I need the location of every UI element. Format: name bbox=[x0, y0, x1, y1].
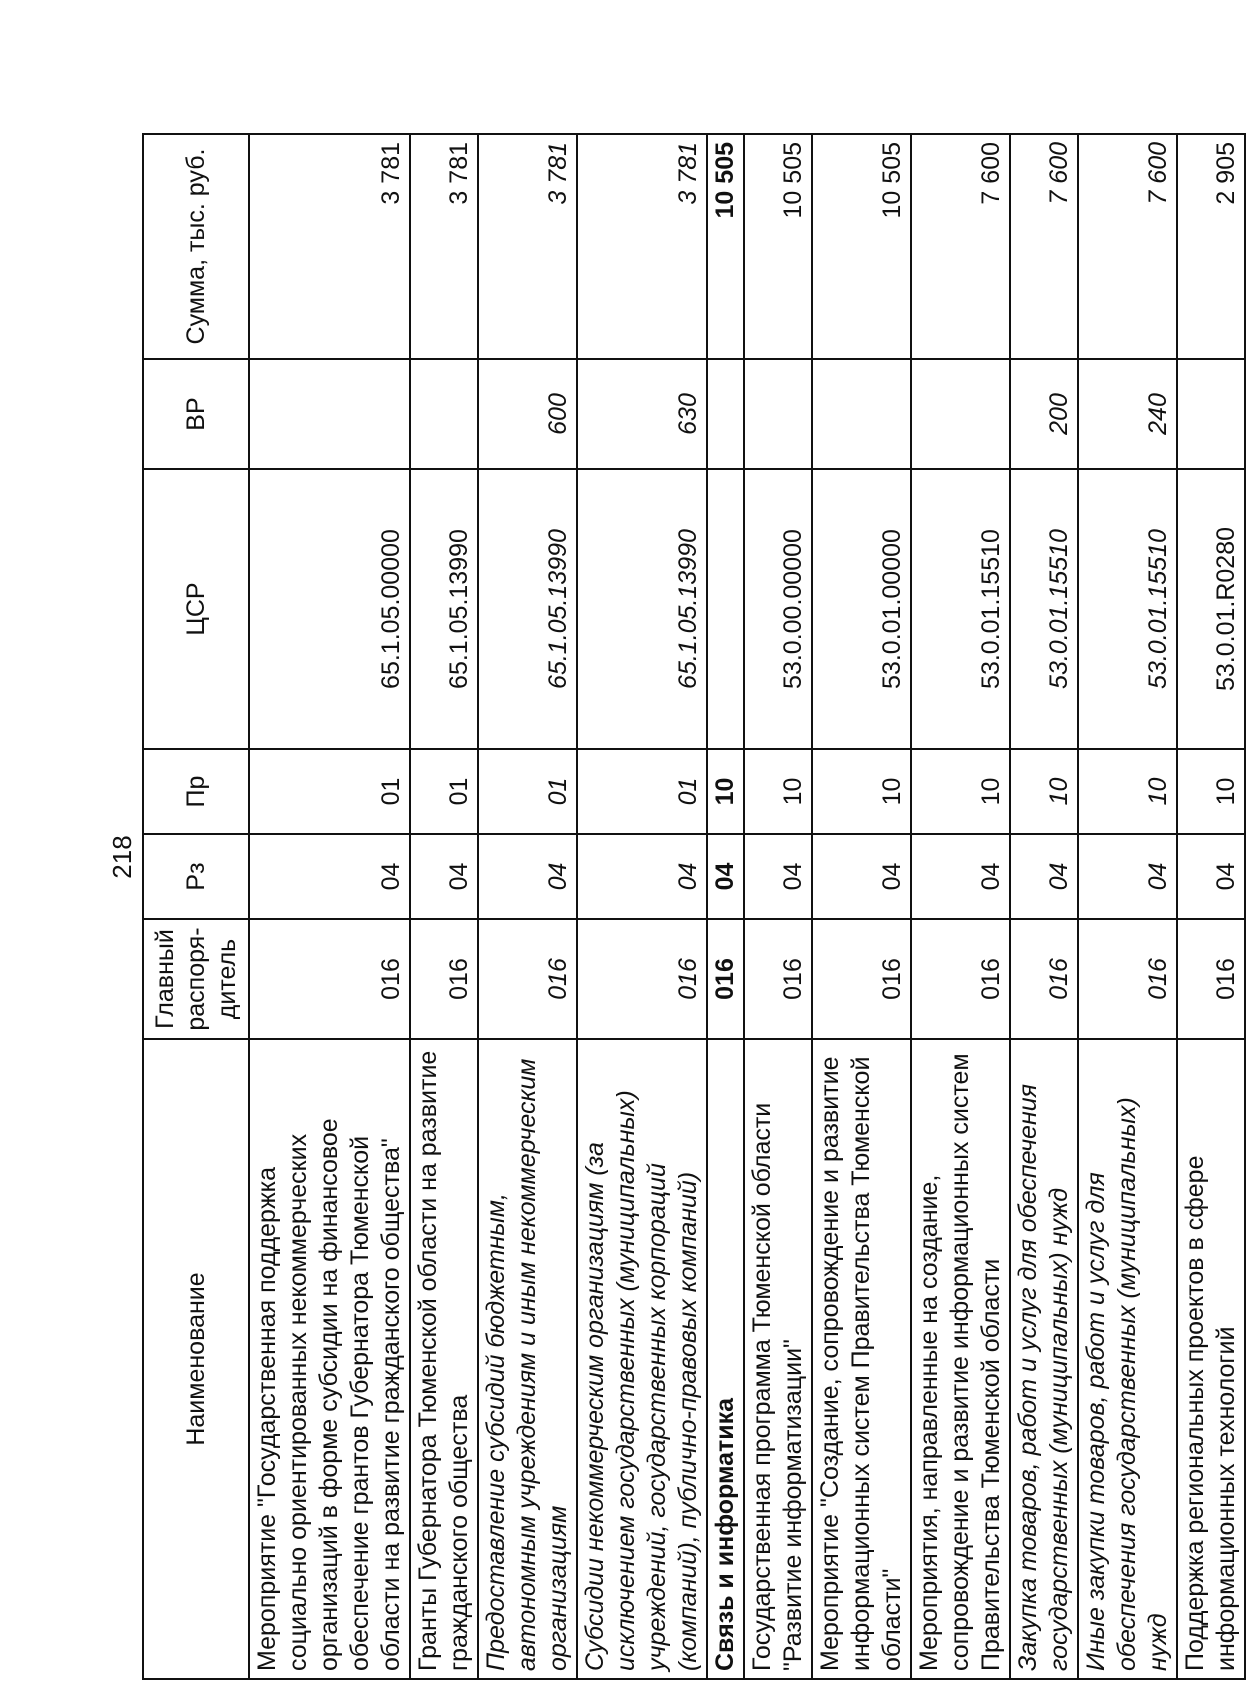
cell-csr: 53.0.01.R0280 bbox=[1177, 469, 1245, 749]
header-rz: Рз bbox=[143, 834, 249, 919]
header-sum: Сумма, тыс. руб. bbox=[143, 134, 249, 359]
cell-pr: 01 bbox=[478, 749, 577, 834]
header-name: Наименование bbox=[143, 1039, 249, 1679]
cell-vr: 200 bbox=[1010, 359, 1078, 469]
cell-csr: 53.0.00.00000 bbox=[744, 469, 812, 749]
cell-sum: 2 905 bbox=[1177, 134, 1245, 359]
table-row bbox=[744, 134, 812, 1679]
cell-main-manager: 016 bbox=[812, 919, 911, 1039]
cell-main-manager: 016 bbox=[410, 919, 478, 1039]
table-row bbox=[1078, 134, 1177, 1679]
table-header-row bbox=[143, 134, 249, 1679]
cell-sum: 3 781 bbox=[478, 134, 577, 359]
table-row bbox=[1177, 134, 1245, 1679]
cell-csr: 53.0.01.15510 bbox=[1010, 469, 1078, 749]
cell-rz: 04 bbox=[249, 834, 410, 919]
cell-rz: 04 bbox=[1010, 834, 1078, 919]
cell-vr bbox=[812, 359, 911, 469]
table-row bbox=[911, 134, 1010, 1679]
cell-name: Мероприятие "Государственная поддержка социально ориентированных некоммерческих организаций в форме субсидии на финансовое обеспечение грантов Губернатора Тюменской области на развитие гражданского общества" bbox=[249, 1039, 410, 1679]
page-number: 218 bbox=[107, 835, 137, 879]
cell-pr: 01 bbox=[577, 749, 707, 834]
header-main-manager: Главный распоря-дитель bbox=[143, 919, 249, 1039]
cell-pr: 10 bbox=[744, 749, 812, 834]
table-row bbox=[577, 134, 707, 1679]
cell-sum: 7 600 bbox=[911, 134, 1010, 359]
cell-rz: 04 bbox=[744, 834, 812, 919]
cell-pr: 10 bbox=[1078, 749, 1177, 834]
table-body bbox=[249, 134, 1245, 1679]
cell-rz: 04 bbox=[707, 834, 744, 919]
cell-rz: 04 bbox=[1177, 834, 1245, 919]
cell-rz: 04 bbox=[1078, 834, 1177, 919]
cell-csr: 65.1.05.13990 bbox=[410, 469, 478, 749]
cell-csr: 53.0.01.15510 bbox=[911, 469, 1010, 749]
cell-sum: 3 781 bbox=[249, 134, 410, 359]
cell-csr bbox=[707, 469, 744, 749]
cell-pr: 10 bbox=[812, 749, 911, 834]
table-row bbox=[707, 134, 744, 1679]
cell-name: Мероприятия, направленные на создание, сопровождение и развитие информационных систем Правительства Тюменской области bbox=[911, 1039, 1010, 1679]
cell-vr bbox=[1177, 359, 1245, 469]
cell-pr: 10 bbox=[707, 749, 744, 834]
header-vr: ВР bbox=[143, 359, 249, 469]
cell-rz: 04 bbox=[478, 834, 577, 919]
cell-csr: 53.0.01.15510 bbox=[1078, 469, 1177, 749]
cell-sum: 7 600 bbox=[1078, 134, 1177, 359]
cell-name: Предоставление субсидий бюджетным, автономным учреждениям и иным некоммерческим организациям bbox=[478, 1039, 577, 1679]
cell-main-manager: 016 bbox=[1078, 919, 1177, 1039]
cell-sum: 10 505 bbox=[812, 134, 911, 359]
table-row bbox=[478, 134, 577, 1679]
cell-rz: 04 bbox=[577, 834, 707, 919]
cell-pr: 10 bbox=[1010, 749, 1078, 834]
cell-sum: 7 600 bbox=[1010, 134, 1078, 359]
cell-rz: 04 bbox=[812, 834, 911, 919]
cell-vr bbox=[410, 359, 478, 469]
cell-sum: 10 505 bbox=[707, 134, 744, 359]
cell-name: Гранты Губернатора Тюменской области на развитие гражданского общества bbox=[410, 1039, 478, 1679]
cell-vr bbox=[707, 359, 744, 469]
cell-main-manager: 016 bbox=[1177, 919, 1245, 1039]
table-row bbox=[1010, 134, 1078, 1679]
cell-vr bbox=[744, 359, 812, 469]
cell-vr: 240 bbox=[1078, 359, 1177, 469]
header-pr: Пр bbox=[143, 749, 249, 834]
cell-vr: 630 bbox=[577, 359, 707, 469]
cell-pr: 10 bbox=[911, 749, 1010, 834]
cell-csr: 53.0.01.00000 bbox=[812, 469, 911, 749]
budget-table bbox=[142, 133, 1246, 1680]
cell-name: Связь и информатика bbox=[707, 1039, 744, 1679]
cell-name: Государственная программа Тюменской области "Развитие информатизации" bbox=[744, 1039, 812, 1679]
cell-pr: 01 bbox=[249, 749, 410, 834]
table-row bbox=[410, 134, 478, 1679]
cell-sum: 3 781 bbox=[410, 134, 478, 359]
header-csr: ЦСР bbox=[143, 469, 249, 749]
cell-name: Мероприятие "Создание, сопровождение и развитие информационных систем Правительства Тюменской области" bbox=[812, 1039, 911, 1679]
cell-sum: 10 505 bbox=[744, 134, 812, 359]
cell-rz: 04 bbox=[410, 834, 478, 919]
cell-sum: 3 781 bbox=[577, 134, 707, 359]
table-row bbox=[812, 134, 911, 1679]
cell-main-manager: 016 bbox=[478, 919, 577, 1039]
cell-vr bbox=[911, 359, 1010, 469]
cell-name: Поддержка региональных проектов в сфере информационных технологий bbox=[1177, 1039, 1245, 1679]
cell-vr: 600 bbox=[478, 359, 577, 469]
cell-pr: 10 bbox=[1177, 749, 1245, 834]
cell-main-manager: 016 bbox=[744, 919, 812, 1039]
cell-csr: 65.1.05.13990 bbox=[577, 469, 707, 749]
cell-rz: 04 bbox=[911, 834, 1010, 919]
cell-name: Субсидии некоммерческим организациям (за исключением государственных (муниципальных) учреждений, государственных корпораций (компаний), публично-правовых компаний) bbox=[577, 1039, 707, 1679]
cell-main-manager: 016 bbox=[577, 919, 707, 1039]
cell-vr bbox=[249, 359, 410, 469]
cell-main-manager: 016 bbox=[249, 919, 410, 1039]
table-row bbox=[249, 134, 410, 1679]
cell-main-manager: 016 bbox=[707, 919, 744, 1039]
cell-main-manager: 016 bbox=[911, 919, 1010, 1039]
cell-main-manager: 016 bbox=[1010, 919, 1078, 1039]
cell-csr: 65.1.05.00000 bbox=[249, 469, 410, 749]
cell-csr: 65.1.05.13990 bbox=[478, 469, 577, 749]
cell-name: Закупка товаров, работ и услуг для обеспечения государственных (муниципальных) нужд bbox=[1010, 1039, 1078, 1679]
budget-table-container bbox=[142, 135, 1240, 1680]
cell-name: Иные закупки товаров, работ и услуг для обеспечения государственных (муниципальных) нужд bbox=[1078, 1039, 1177, 1679]
cell-pr: 01 bbox=[410, 749, 478, 834]
